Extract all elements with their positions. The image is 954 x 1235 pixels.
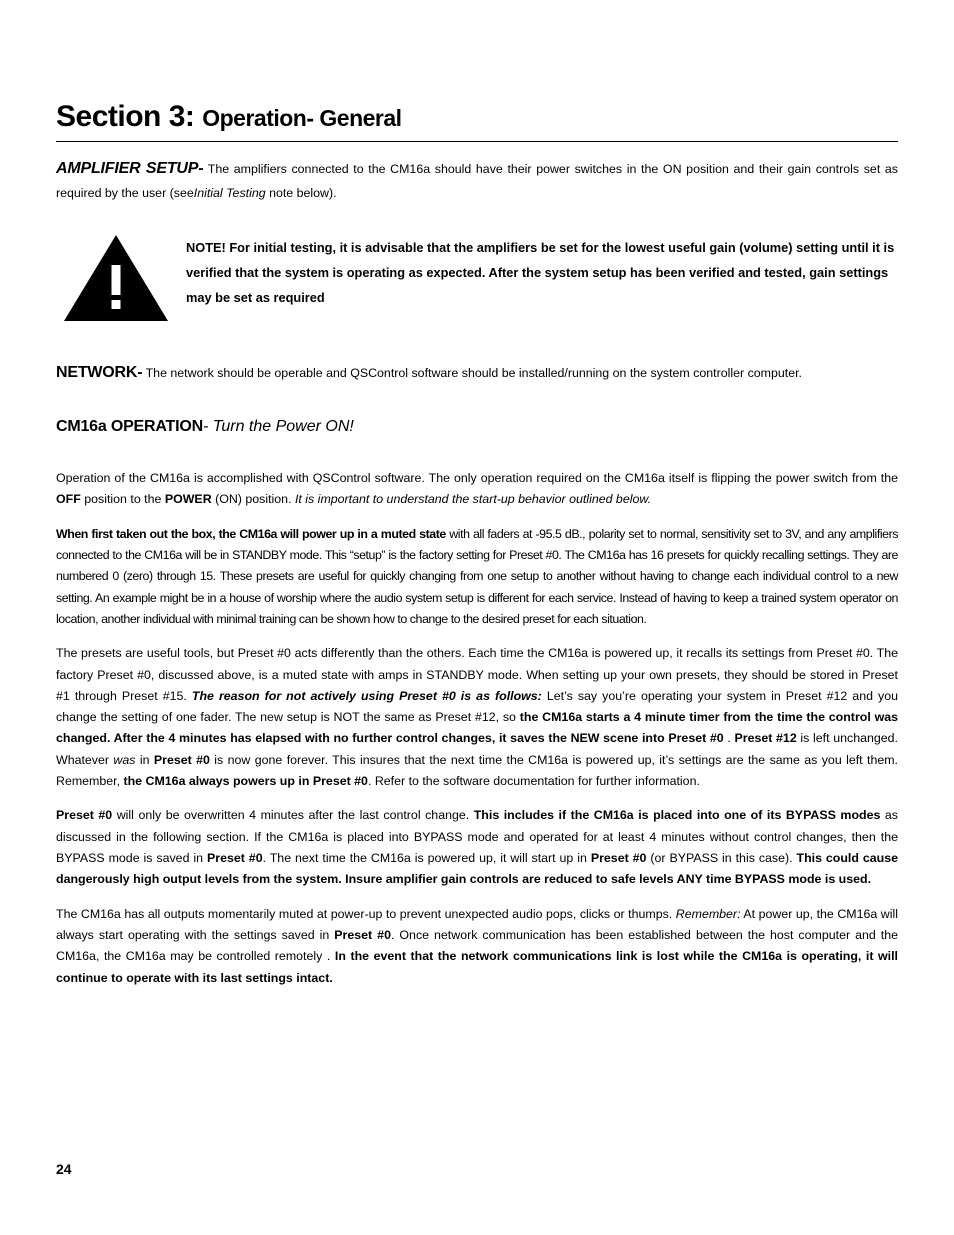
para-1-text-c: (ON) position. <box>211 492 295 507</box>
para-5-italic: Remember: <box>675 906 741 921</box>
network-text: The network should be operable and QSControl software should be installed/running on the system controller computer. <box>142 365 802 380</box>
cm16a-operation-dash: - <box>202 418 213 436</box>
para-3-italic: was <box>113 752 136 767</box>
cm16a-operation-italic-title: Turn the Power ON! <box>212 418 354 436</box>
cm16a-operation-label: CM16a OPERATION <box>56 418 203 436</box>
para-4-bold-3: Preset #0 <box>206 851 263 866</box>
para-4-bold-5: This could cause dangerously high output levels from the system. Insure amplifier gain controls are reduced to safe levels ANY time BYPASS mode is used. <box>56 851 899 887</box>
page-number: 24 <box>56 1161 72 1177</box>
para-3-bold-4: the CM16a always powers up in Preset #0 <box>123 774 368 789</box>
spacer <box>56 399 898 413</box>
para-2-bold: When first taken out the box, the CM16a will power up in a muted state <box>56 526 446 541</box>
amplifier-setup-label: AMPLIFIER SETUP- <box>56 160 204 177</box>
para-1-text-b: position to the <box>80 492 165 507</box>
para-3-text-f: is now gone forever. This insures that the next time the CM16a is powered up, it’s settings are the same as you left them. Remember, <box>56 752 898 789</box>
amplifier-setup-text-2: note below). <box>265 185 337 200</box>
para-4-text-d: (or BYPASS in this case). <box>646 851 797 866</box>
paragraph-presets <box>56 643 898 792</box>
para-5-text-b: At power up, the CM16a will always start operating with the settings saved in <box>56 906 898 943</box>
para-3-text-c: . <box>723 731 735 746</box>
para-5-text-a: The CM16a has all outputs momentarily muted at power-up to prevent unexpected audio pops, clicks or thumps. <box>56 906 676 921</box>
para-5-text-c: . Once network communication has been established between the host computer and the CM16a, the CM16a may be controlled remotely . <box>56 928 898 964</box>
spacer <box>56 454 898 468</box>
paragraph-operation-intro <box>56 468 898 511</box>
para-3-bold-1: the CM16a starts a 4 minute timer from the time the control was changed. After the 4 minutes has elapsed with no further control changes, it saves the NEW scene into Preset #0 <box>56 710 898 746</box>
para-5-bold-2: In the event that the network communications link is lost while the CM16a is operating, it will continue to operate with its last settings intact. <box>56 949 899 985</box>
para-1-italic: It is important to understand the start-up behavior outlined below. <box>294 492 652 507</box>
para-3-text-d: is left unchanged. Whatever <box>56 731 898 767</box>
para-5-bold-1: Preset #0 <box>334 928 391 943</box>
note-callout <box>56 230 898 329</box>
note-text: NOTE! For initial testing, it is advisable that the amplifiers be set for the lowest useful gain (volume) setting until it is verified that the system is operating as expected. After the system setup has been verified and tested, gain settings may be set as required <box>186 239 895 305</box>
page-title <box>56 0 898 133</box>
para-3-text-e: in <box>135 752 154 767</box>
amplifier-setup-paragraph <box>56 155 898 204</box>
para-3-bold-3: Preset #0 <box>153 752 210 767</box>
cm16a-operation-heading <box>56 413 898 441</box>
para-3-text-g: . Refer to the software documentation for further information. <box>367 774 700 789</box>
section-title: Operation- General <box>202 105 402 131</box>
warning-triangle-icon <box>62 230 180 329</box>
para-4-text-b: as discussed in the following section. If the CM16a is placed into BYPASS mode and operated for at least 4 minutes without control changes, then the BYPASS mode is saved in <box>56 808 898 866</box>
paragraph-muted-state <box>56 524 898 631</box>
para-1-power: POWER <box>164 492 212 507</box>
para-2-rest: with all faders at -95.5 dB., polarity set to normal, sensitivity set to 3V, and any amplifiers connected to the CM16a will be in STANDBY mode. This “setup” is the factory setting for Preset #0. The CM16a has 16 presets for quickly recalling settings. They are numbered 0 (zero) through 15. These presets are useful for quickly changing from one setup to another without having to change each individual control to a new setting. An example might be in a house of worship where the audio system setup is different for each service. Instead of having to keep a trained system operator on location, another individual with minimal training can be shown how to change to the desired preset for each situation. <box>56 526 898 626</box>
para-1-off: OFF <box>56 492 81 507</box>
para-4-bold-4: Preset #0 <box>590 851 647 866</box>
amplifier-setup-text-1: The amplifiers connected to the CM16a should have their power switches in the ON position and their gain controls set as required by the user (see <box>56 162 899 200</box>
para-4-bold-1: Preset #0 <box>56 808 113 823</box>
network-paragraph <box>56 359 898 387</box>
network-label: NETWORK- <box>56 363 143 381</box>
para-1-text-a: Operation of the CM16a is accomplished with QSControl software. The only operation required on the CM16a itself is flipping the power switch from the <box>56 470 898 485</box>
paragraph-power-up-mute <box>56 904 898 989</box>
para-4-bold-2: This includes if the CM16a is placed into one of its BYPASS modes <box>473 808 881 823</box>
para-4-text-a: will only be overwritten 4 minutes after the last control change. <box>112 808 474 823</box>
para-3-text-a: The presets are useful tools, but Preset #0 acts differently than the others. Each time the CM16a is powered up, it recalls its settings from Preset #0. The factory Preset #0, discussed above, is a muted state with amps in STANDBY mode. When setting up your own presets, they should be stored in Preset #1 through Preset #15. <box>56 646 898 703</box>
title-divider <box>56 141 898 142</box>
para-4-text-c: . The next time the CM16a is powered up, it will start up in <box>262 851 591 866</box>
para-3-bold-2: Preset #12 <box>734 731 797 746</box>
section-number: Section 3: <box>56 100 195 133</box>
amplifier-setup-italic-ref: Initial Testing <box>193 185 266 200</box>
paragraph-bypass <box>56 805 898 890</box>
para-3-bolditalic: The reason for not actively using Preset #0 is as follows: <box>191 688 542 703</box>
para-3-text-b: Let’s say you’re operating your system in Preset #12 and you change the setting of one fader. The new setup is NOT the same as Preset #12, so <box>56 688 898 725</box>
